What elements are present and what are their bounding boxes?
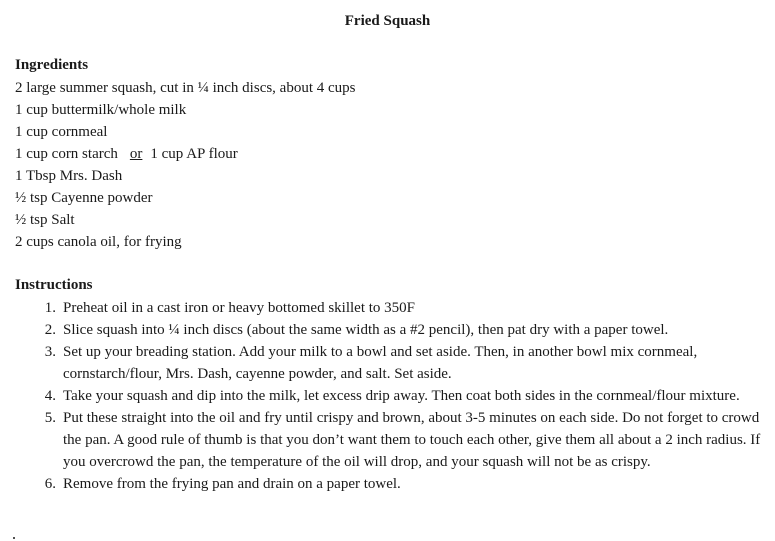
- step-number: 4.: [44, 388, 56, 404]
- ingredient-item: 2 large summer squash, cut in ¼ inch discs, about 4 cups: [15, 80, 356, 96]
- step-text: Put these straight into the oil and fry until crispy and brown, about 3-5 minutes on each side. Do not forget to crowd the pan. A good rule of thumb is that you don’t want them to touch each other, give them all about a 2 inch radius. If you overcrowd the pan, the temperature of the oil will drop, and your squash will not be as crispy.: [63, 410, 761, 470]
- step-number: 2.: [44, 322, 56, 338]
- ingredient-item: ½ tsp Salt: [15, 212, 75, 228]
- ingredient-option-flour: 1 cup AP flour: [150, 146, 238, 162]
- ingredients-heading: Ingredients: [15, 57, 89, 73]
- ingredient-item: 1 Tbsp Mrs. Dash: [15, 168, 123, 184]
- instruction-step: [0, 473, 763, 495]
- step-text: Remove from the frying pan and drain on a paper towel.: [63, 476, 401, 492]
- step-text: Set up your breading station. Add your milk to a bowl and set aside. Then, in another bowl mix cornmeal, cornstarch/flour, Mrs. Dash, cayenne powder, and salt. Set aside.: [63, 344, 698, 382]
- instructions-heading: Instructions: [15, 277, 93, 293]
- instruction-step: [0, 341, 763, 385]
- step-text: Slice squash into ¼ inch discs (about the same width as a #2 pencil), then pat dry with a paper towel.: [63, 322, 669, 338]
- step-text: Take your squash and dip into the milk, let excess drip away. Then coat both sides in the cornmeal/flour mixture.: [63, 388, 740, 404]
- ingredients-list: [15, 77, 356, 253]
- ingredient-item-alternatives: [15, 143, 356, 165]
- step-text: Preheat oil in a cast iron or heavy bottomed skillet to 350F: [63, 300, 416, 316]
- instruction-step: [0, 319, 763, 341]
- ingredient-option-cornstarch: 1 cup corn starch: [15, 146, 118, 162]
- instruction-step: [0, 297, 763, 319]
- or-separator: or: [129, 146, 143, 162]
- step-number: 1.: [44, 300, 56, 316]
- ingredient-item: 2 cups canola oil, for frying: [15, 234, 182, 250]
- instruction-step: [0, 385, 763, 407]
- step-number: 6.: [44, 476, 56, 492]
- step-number: 3.: [44, 344, 56, 360]
- step-number: 5.: [44, 410, 56, 426]
- ingredient-item: 1 cup buttermilk/whole milk: [15, 102, 187, 118]
- recipe-title: Fried Squash: [344, 13, 431, 29]
- ingredient-item: 1 cup cornmeal: [15, 124, 108, 140]
- instruction-step: [0, 407, 763, 473]
- instructions-list: [0, 297, 763, 495]
- ingredient-item: ½ tsp Cayenne powder: [15, 190, 153, 206]
- stray-dot: [13, 537, 15, 539]
